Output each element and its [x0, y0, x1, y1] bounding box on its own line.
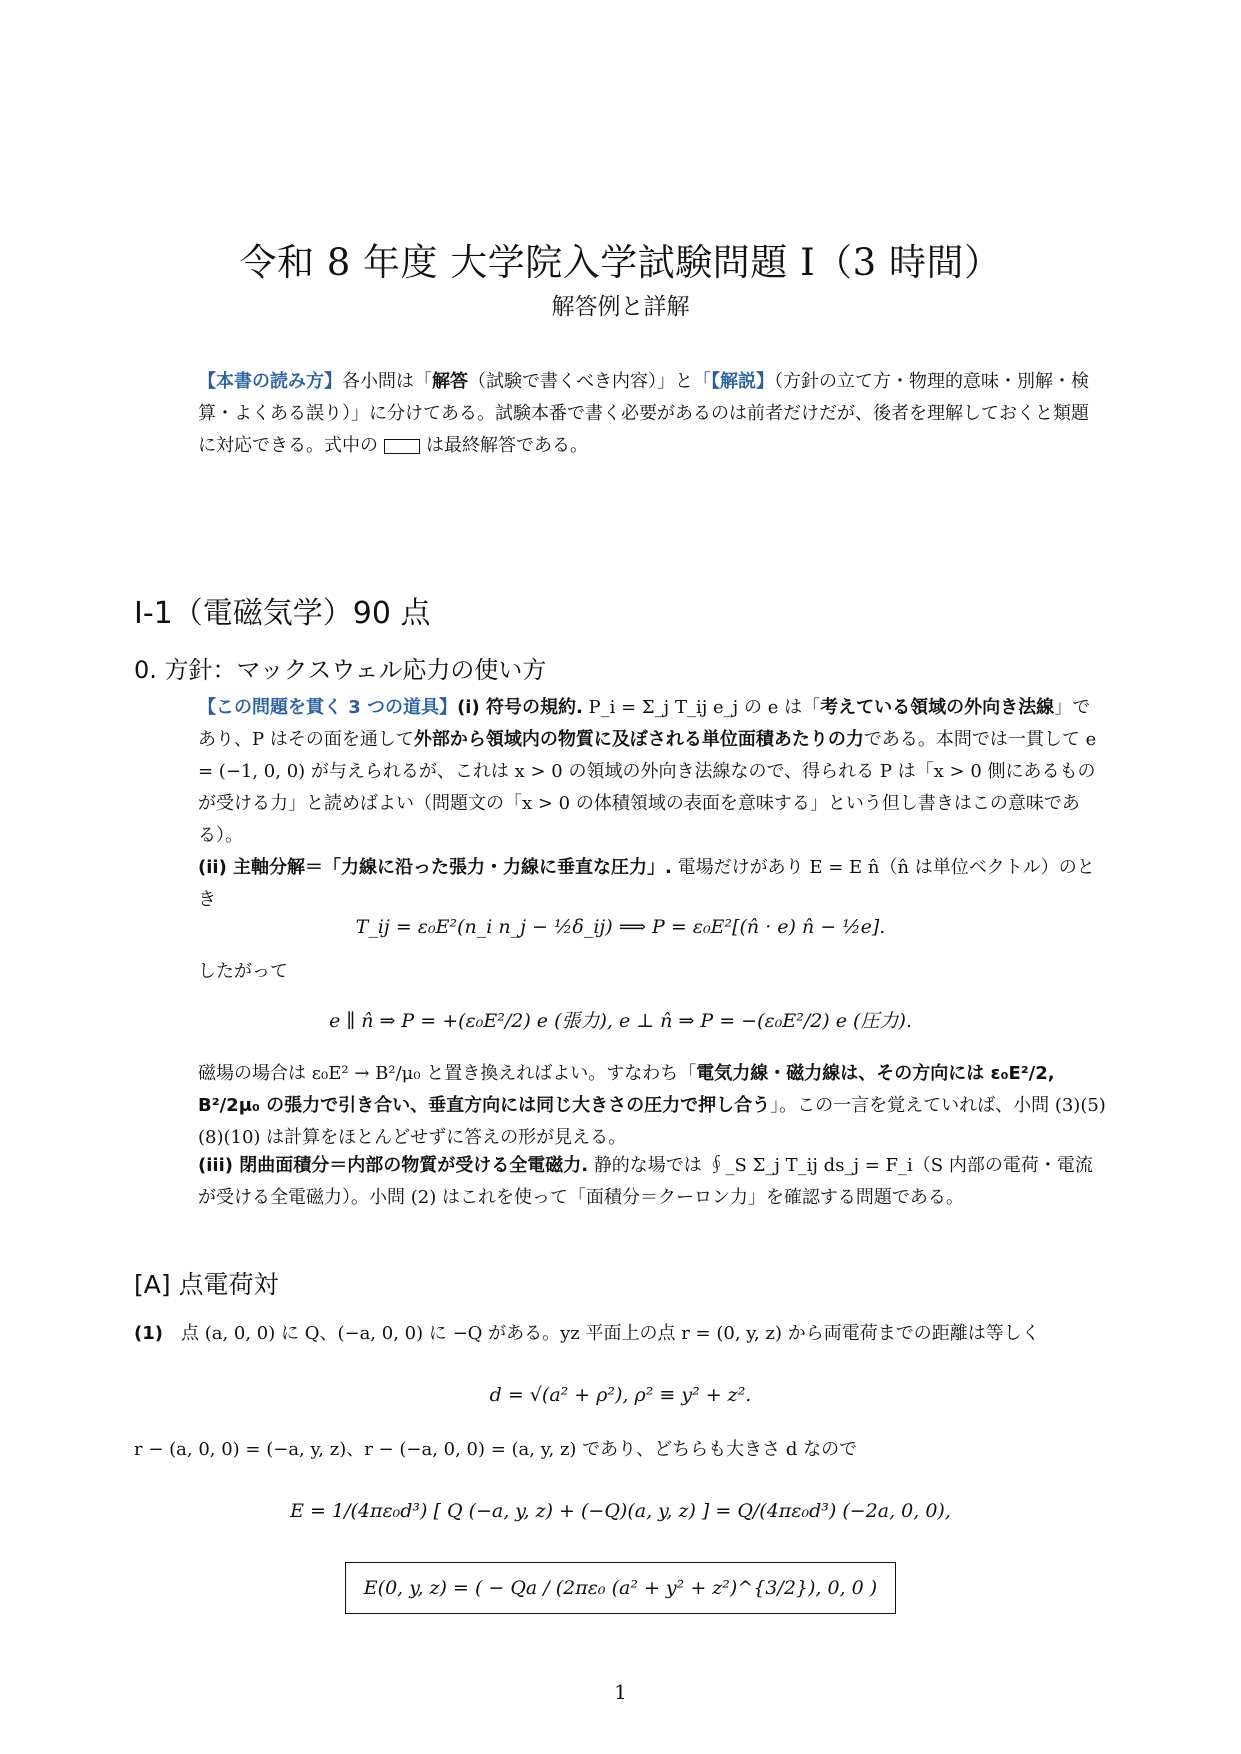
intro-label: 【本書の読み方】 [198, 371, 342, 392]
intro-paragraph: 【本書の読み方】各小問は「解答（試験で書くべき内容）」と「【解説】（方針の立て方・物理的意味・別解・検算・よくある誤り）」に分けてある。試験本番で書く必要があるのは前者だけだが、後者を理解しておくと類題に対応できる。式中の は最終解答である。 [198, 371, 1089, 456]
page-number: 1 [614, 1680, 627, 1704]
section-heading-0: 0. 方針：マックスウェル応力の使い方 [134, 656, 547, 684]
answer-equation-wrapper [0, 1562, 1241, 1614]
therefore-text: したがって [198, 961, 288, 982]
final-answer-box: E(0, y, z) = ( − Qa / (2πε₀ (a² + y² + z²)^{3/2}), 0, 0 ) [345, 1562, 896, 1614]
problem-1-text: (1) 点 (a, 0, 0) に Q、(−a, 0, 0) に −Q がある。yz 平面上の点 r = (0, y, z) から両電荷までの距離は等しく [134, 1323, 1040, 1344]
problem-1-text-2: r − (a, 0, 0) = (−a, y, z)、r − (−a, 0, 0) = (a, y, z) であり、どちらも大きさ d なので [134, 1439, 858, 1460]
section-heading-a: [A] 点電荷対 [134, 1270, 279, 1299]
magnetic-paragraph: 磁場の場合は ε₀E² → B²/μ₀ と置き換えればよい。すなわち「電気力線・磁力線は、その方向には ε₀E²/2, B²/2μ₀ の張力で引き合い、垂直方向には同じ大きさの圧力で押し合う」。この一言を覚えていれば、小問 (3)(5)(8)(10) は計算をほとんどせずに答えの形が見える。 [198, 1063, 1106, 1148]
page-subtitle: 解答例と詳解 [551, 294, 690, 320]
tools-paragraph-iii: (iii) 閉曲面積分＝内部の物質が受ける全電磁力. 静的な場では ∮_S Σ_j T_ij ds_j = F_i（S 内部の電荷・電流が受ける全電磁力）。小問 (2) はこれを使って「面積分＝クーロン力」を確認する問題である。 [198, 1155, 1093, 1208]
section-heading-i1: I-1（電磁気学）90 点 [134, 596, 431, 631]
answer-box-icon [384, 439, 420, 454]
field-equation: E = 1/(4πε₀d³) [ Q (−a, y, z) + (−Q)(a, y, z) ] = Q/(4πε₀d³) (−2a, 0, 0), [290, 1500, 951, 1522]
page-title: 令和 8 年度 大学院入学試験問題 I（3 時間） [239, 241, 1002, 284]
distance-equation: d = √(a² + ρ²), ρ² ≡ y² + z². [489, 1384, 752, 1406]
problem-1-label: (1) [134, 1323, 163, 1344]
tools-paragraph-i: 【この問題を貫く 3 つの道具】(i) 符号の規約. P_i = Σ_j T_ij e_j の e は「考えている領域の外向き法線」であり、P はその面を通して外部から領域内の物質に及ぼされる単位面積あたりの力である。本問では一貫して e = (−1, 0, 0) が与えられるが、これは x > 0 の領域の外向き法線なので、得られる P は「x > 0 側にあるものが受ける力」と読めばよい（問題文の「x > 0 の体積領域の表面を意味する」という但し書きはこの意味である）。 [198, 697, 1097, 846]
tension-pressure-equation: e ∥ n̂ ⇒ P = +(ε₀E²/2) e (張力), e ⊥ n̂ ⇒ P = −(ε₀E²/2) e (圧力). [329, 1010, 912, 1032]
stress-tensor-equation: T_ij = ε₀E²(n_i n_j − ½δ_ij) ⟹ P = ε₀E²[(n̂ · e) n̂ − ½e]. [355, 916, 886, 938]
tools-paragraph-ii: (ii) 主軸分解＝「力線に沿った張力・力線に垂直な圧力」. 電場だけがあり E = E n̂（n̂ は単位ベクトル）のとき [198, 857, 1095, 910]
